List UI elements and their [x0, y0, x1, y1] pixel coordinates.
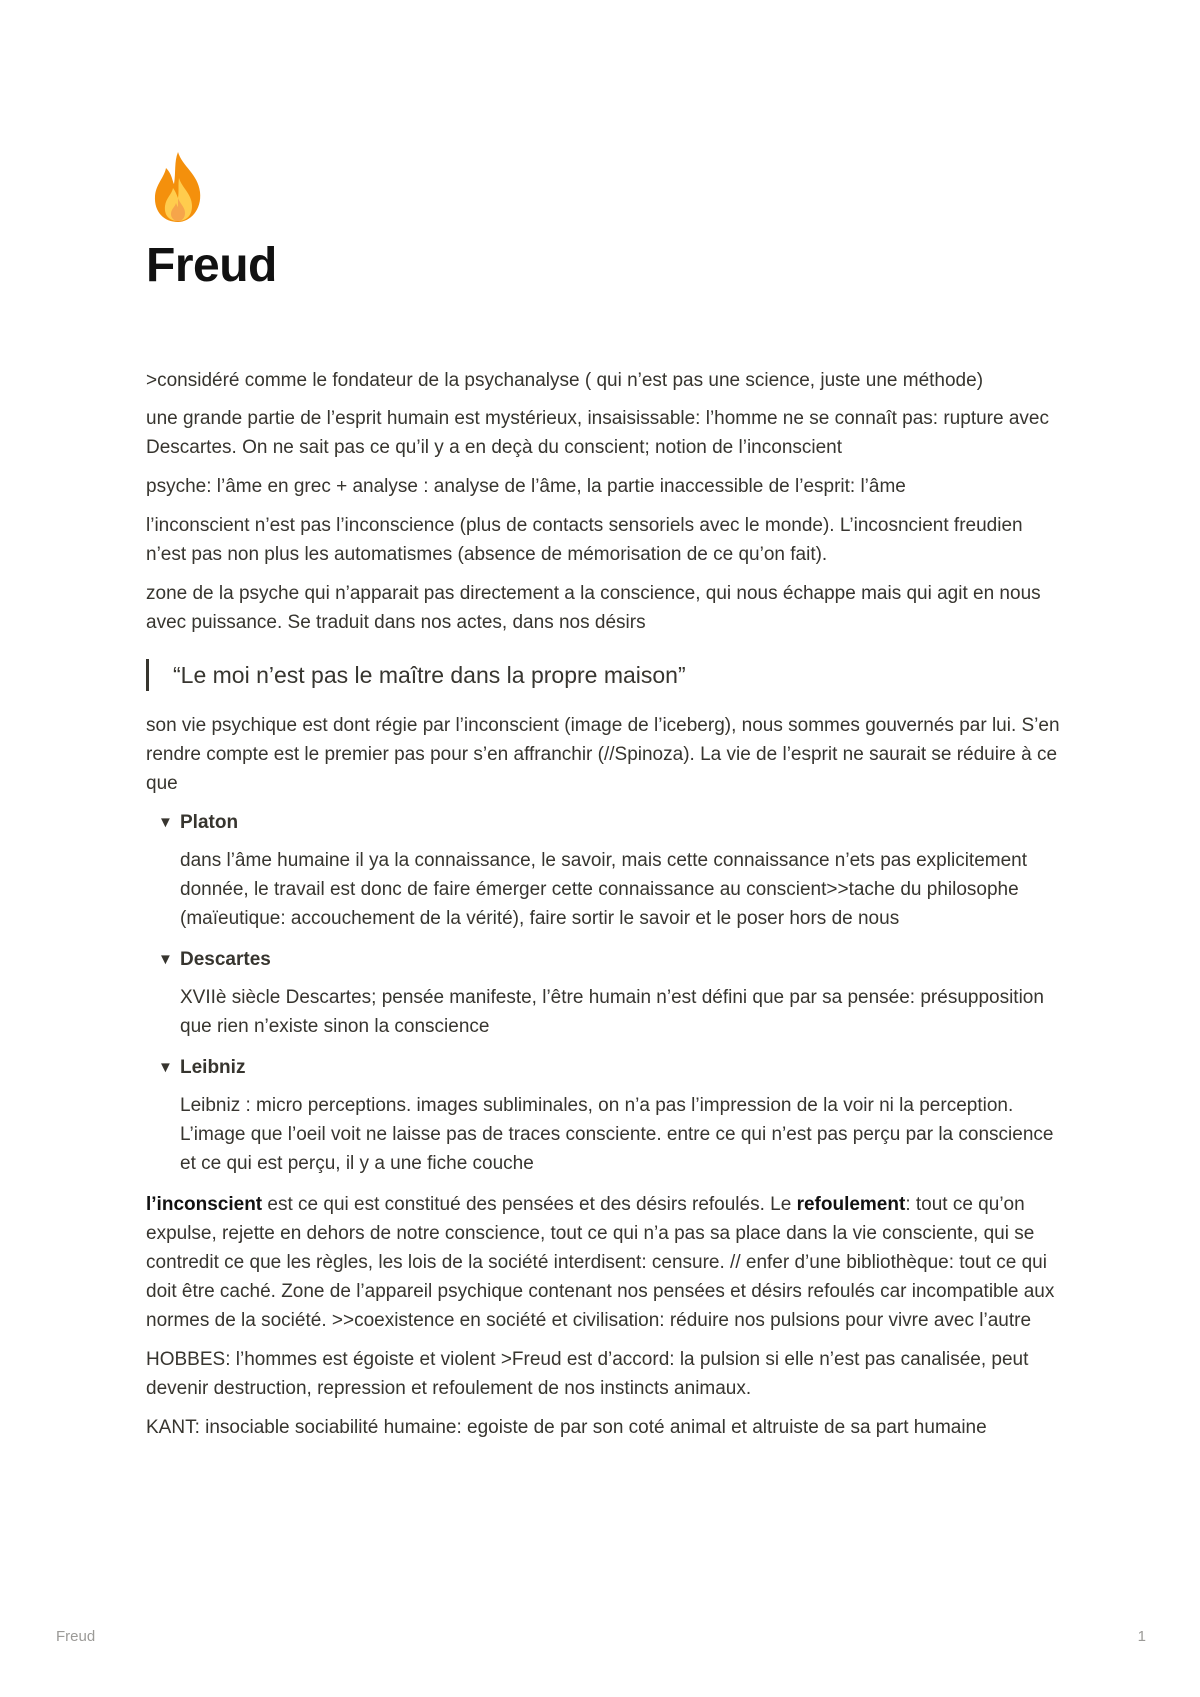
paragraph-kant: KANT: insociable sociabilité humaine: egoiste de par son coté animal et altruiste de sa part humaine — [146, 1417, 987, 1438]
inline-text: est ce qui est constitué des pensées et des désirs refoulés. Le — [262, 1194, 797, 1215]
fire-icon — [146, 150, 210, 224]
paragraph-mystery: une grande partie de l’esprit humain est mystérieux, insaisissable: l’homme ne se connaît pas: rupture avec Descartes. On ne sait pas ce qu’il y a en deçà du conscient; notion de l’inconscient — [146, 408, 1049, 458]
toggle-text: dans l’âme humaine il ya la connaissance, le savoir, mais cette connaissance n’ets pas explicitement donnée, le travail est donc de faire émerger cette connaissance au conscient>>tache du philosophe (maïeutique: accouchement de la vérité), faire sortir le savoir et le poser hors de nous — [180, 850, 1028, 929]
paragraph-hobbes: HOBBES: l’hommes est égoiste et violent >Freud est d’accord: la pulsion si elle n’est pas canalisée, peut devenir destruction, repression et refoulement de nos instincts animaux. — [146, 1349, 1029, 1399]
toggle-body-descartes — [180, 983, 1066, 1041]
page-content — [146, 366, 1066, 1442]
page — [146, 150, 1066, 1452]
paragraph-inconscient-definition — [146, 1190, 1066, 1335]
paragraph-inconscience: l’inconscient n’est pas l’inconscience (plus de contacts sensoriels avec le monde). L’incosncient freudien n’est pas non plus les automatismes (absence de mémorisation de ce qu’on fait). — [146, 515, 1023, 565]
toggle-title: Platon — [180, 812, 239, 833]
toggle-platon — [158, 808, 1066, 933]
page-title: Freud — [146, 239, 277, 292]
toggle-descartes — [158, 945, 1066, 1041]
toggle-header-leibniz[interactable] — [158, 1053, 1066, 1083]
triangle-down-icon[interactable]: ▼ — [158, 951, 173, 968]
paragraph-vie-psychique: son vie psychique est dont régie par l’inconscient (image de l’iceberg), nous sommes gouvernés par lui. S’en rendre compte est le premier pas pour s’en affranchir (//Spinoza). La vie de l’esprit ne saurait se réduire à ce que — [146, 715, 1060, 794]
toggle-title: Descartes — [180, 949, 271, 970]
page-number: 1 — [1137, 1628, 1146, 1645]
toggle-header-platon[interactable] — [158, 808, 1066, 838]
triangle-down-icon[interactable]: ▼ — [158, 1059, 173, 1076]
bold-term-inconscient: l’inconscient — [146, 1194, 263, 1215]
bold-term-refoulement: refoulement — [796, 1194, 906, 1215]
paragraph-intro: >considéré comme le fondateur de la psychanalyse ( qui n’est pas une science, juste une méthode) — [146, 370, 984, 391]
toggle-header-descartes[interactable] — [158, 945, 1066, 975]
triangle-down-icon[interactable]: ▼ — [158, 814, 173, 831]
toggle-leibniz — [158, 1053, 1066, 1178]
toggle-body-platon — [180, 846, 1066, 933]
toggle-text: XVIIè siècle Descartes; pensée manifeste, l’être humain n’est défini que par sa pensée: présupposition que rien n’existe sinon la conscience — [180, 987, 1044, 1037]
paragraph-psyche: psyche: l’âme en grec + analyse : analyse de l’âme, la partie inaccessible de l’esprit: l’âme — [146, 476, 906, 497]
footer-title: Freud — [56, 1628, 96, 1645]
inline-text: : tout ce qu’on expulse, rejette en dehors de notre conscience, tout ce qui n’a pas sa place dans la vie consciente, qui se contredit ce que les règles, les lois de la société interdisent: censure. // enfer d’une bibliothèque: tout ce qui doit être caché. Zone de l’appareil psychique contenant nos pensées et désirs refoulés car incompatible aux normes de la société. >>coexistence en société et civilisation: réduire nos pulsions pour vivre avec l’autre — [146, 1194, 1055, 1331]
paragraph-zone: zone de la psyche qui n’apparait pas directement a la conscience, qui nous échappe mais qui agit en nous avec puissance. Se traduit dans nos actes, dans nos désirs — [146, 583, 1041, 633]
toggle-body-leibniz — [180, 1091, 1066, 1178]
toggle-title: Leibniz — [180, 1057, 246, 1078]
quote-block: “Le moi n’est pas le maître dans la propre maison” — [146, 659, 1066, 691]
page-footer — [56, 1628, 1146, 1645]
toggle-text: Leibniz : micro perceptions. images subliminales, on n’a pas l’impression de la voir ni la perception. L’image que l’oeil voit ne laisse pas de traces consciente. entre ce qui n’est pas perçu par la conscience et ce qui est perçu, il y a une fiche couche — [180, 1095, 1054, 1174]
